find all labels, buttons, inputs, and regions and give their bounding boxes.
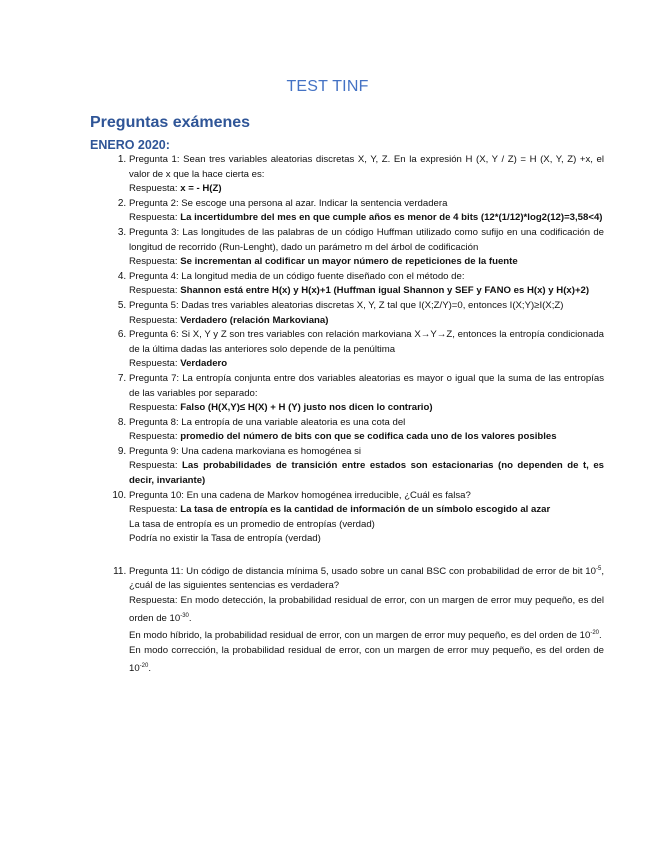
answer-text: La incertidumbre del mes en que cumple años es menor de 4 bits (12*(1/12)*log2(12)=3,58<4) (180, 212, 603, 224)
period: . (188, 612, 192, 624)
answer-label: Respuesta: (129, 358, 181, 370)
list-item (129, 489, 604, 562)
option-text: En modo híbrido, la probabilidad residual de error, con un margen de error muy pequeño, es del orden de 10 (129, 630, 591, 642)
answer-text: x = - H(Z) (180, 183, 222, 195)
question-text: Pregunta 2: Se escoge una persona al azar. Indicar la sentencia verdadera (129, 197, 448, 209)
option-line (129, 644, 604, 676)
answer-label: Respuesta: (129, 431, 181, 443)
question-text: Pregunta 4: La longitud media de un código fuente diseñado con el método de: (129, 270, 465, 282)
option-text: En modo corrección, la probabilidad residual de error, con un margen de error muy pequeño, es del orden de 10 (129, 645, 604, 674)
list-item (129, 562, 604, 677)
question-text: Pregunta 3: Las longitudes de las palabras de un código Huffman utilizado como sufijo en una codificación de longitud de recorrido (Run-Lenght), dado un parámetro m del árbol de codificación (129, 226, 604, 253)
list-item (129, 372, 604, 416)
spacer (129, 547, 604, 562)
period: . (148, 662, 152, 674)
extra-note: La tasa de entropía es un promedio de entropías (verdad) (129, 518, 375, 530)
answer-line (129, 503, 604, 518)
question-text: Pregunta 7: La entropía conjunta entre dos variables aleatorias es mayor o igual que la suma de las entropías de las variables por separado: (129, 372, 604, 399)
answer-line (129, 182, 604, 197)
list-item (129, 416, 604, 445)
answer-label: Respuesta: (129, 595, 181, 606)
answer-line (129, 401, 604, 416)
period: . (599, 630, 602, 642)
list-item (129, 328, 604, 372)
answer-text: Se incrementan al codificar un mayor número de repeticiones de la fuente (180, 256, 518, 268)
exponent: -30 (180, 612, 189, 619)
answer-label: Respuesta: (129, 460, 183, 472)
exponent: -5 (595, 565, 602, 572)
answer-text: Verdadero (relación Markoviana) (180, 314, 329, 326)
question-text: Pregunta 10: En una cadena de Markov homogénea irreducible, ¿Cuál es falsa? (129, 489, 471, 501)
answer-label: Respuesta: (129, 314, 181, 326)
question-text: Pregunta 5: Dadas tres variables aleatorias discretas X, Y, Z tal que I(X;Z/Y)=0, entonces I(X;Y)≥I(X;Z) (129, 299, 564, 311)
question-text: Pregunta 9: Una cadena markoviana es homogénea si (129, 445, 361, 457)
list-item (129, 226, 604, 270)
answer-line (129, 255, 604, 270)
answer-line (129, 314, 604, 329)
answer-label: Respuesta: (129, 504, 181, 516)
answer-line (129, 357, 604, 372)
answer-label: Respuesta: (129, 402, 181, 414)
answer-line (129, 211, 604, 226)
question-text: Pregunta 8: La entropía de una variable aleatoria es una cota del (129, 416, 406, 428)
answer-line (129, 459, 604, 488)
answer-text: promedio del número de bits con que se codifica cada uno de los valores posibles (180, 431, 557, 443)
list-item (129, 299, 604, 328)
question-text-part: , ¿cuál de las siguientes sentencias es verdadera? (129, 565, 604, 592)
list-item (129, 445, 604, 489)
answer-text: En modo detección, la probabilidad residual de error, con un margen de error muy pequeño, es del orden de 10 (129, 595, 604, 624)
answer-text: Shannon está entre H(x) y H(x)+1 (Huffman igual Shannon y SEF y FANO es H(x) y H(x)+2) (180, 285, 590, 297)
question-text: Pregunta 6: Si X, Y y Z son tres variables con relación markoviana X→Y→Z, entonces la entropía condicionada de la última dadas las anteriores solo depende de la penúltima (129, 329, 604, 355)
answer-line (129, 594, 604, 626)
exponent: -20 (139, 662, 149, 669)
question-list (90, 153, 604, 677)
answer-label: Respuesta: (129, 256, 181, 268)
answer-label: Respuesta: (129, 285, 181, 297)
answer-label: Respuesta: (129, 212, 181, 224)
extra-note: Podría no existir la Tasa de entropía (verdad) (129, 533, 321, 545)
exponent: -20 (590, 630, 599, 637)
section-heading: Preguntas exámenes (90, 114, 251, 131)
answer-text: La tasa de entropía es la cantidad de información de un símbolo escogido al azar (180, 504, 551, 516)
answer-line (129, 430, 604, 445)
answer-text: Verdadero (180, 358, 228, 370)
document-title: TEST TINF (286, 78, 369, 95)
answer-label: Respuesta: (129, 183, 181, 195)
answer-text: Las probabilidades de transición entre estados son estacionarias (no dependen de t, es decir, invariante) (129, 460, 604, 487)
list-item (129, 153, 604, 197)
list-item (129, 270, 604, 299)
answer-line (129, 284, 604, 299)
question-text-part: Pregunta 11: Un código de distancia mínima 5, usado sobre un canal BSC con probabilidad de error de bit 10 (129, 565, 596, 577)
answer-text: Falso (H(X,Y)≤ H(X) + H (Y) justo nos dicen lo contrario) (180, 402, 433, 414)
question-text (129, 566, 604, 592)
list-item (129, 197, 604, 226)
option-line (129, 626, 604, 644)
subsection-heading: ENERO 2020: (90, 138, 170, 152)
question-text: Pregunta 1: Sean tres variables aleatorias discretas X, Y, Z. En la expresión H (X, Y / Z) = H (X, Y, Z) +x, el valor de x que la hace cierta es: (129, 154, 604, 180)
